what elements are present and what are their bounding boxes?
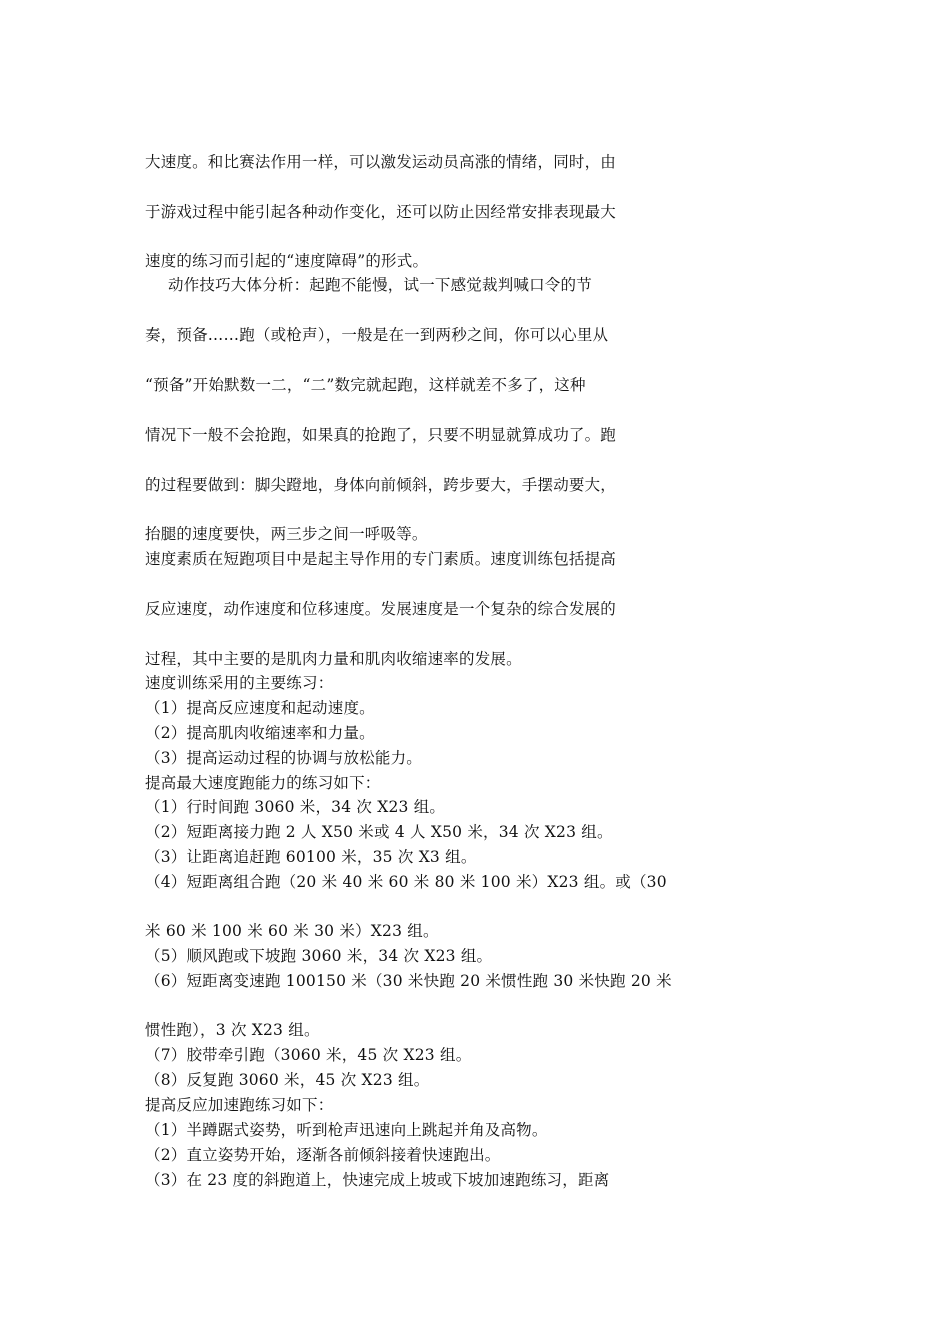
text-line: 奏，预备……跑（或枪声），一般是在一到两秒之间，你可以心里从	[145, 326, 609, 344]
text-line: （1）提高反应速度和起动速度。	[145, 699, 375, 717]
text-line: “预备”开始默数一二，“二”数完就起跑，这样就差不多了，这种	[145, 376, 586, 394]
text-line: 抬腿的速度要快，两三步之间一呼吸等。	[145, 525, 428, 543]
text-line: 速度素质在短跑项目中是起主导作用的专门素质。速度训练包括提高	[145, 550, 617, 568]
text-line: 提高反应加速跑练习如下：	[145, 1096, 334, 1114]
text-line: 于游戏过程中能引起各种动作变化，还可以防止因经常安排表现最大	[145, 203, 617, 221]
text-line: 情况下一般不会抢跑，如果真的抢跑了，只要不明显就算成功了。跑	[145, 426, 617, 444]
text-line: （3）提高运动过程的协调与放松能力。	[145, 749, 422, 767]
text-line: 提高最大速度跑能力的练习如下：	[145, 774, 381, 792]
text-line: 速度训练采用的主要练习：	[145, 674, 334, 692]
text-line: （1）行时间跑 3060 米，34 次 X23 组。	[145, 798, 446, 816]
text-line: 过程，其中主要的是肌肉力量和肌肉收缩速率的发展。	[145, 650, 522, 668]
text-line: 反应速度，动作速度和位移速度。发展速度是一个复杂的综合发展的	[145, 600, 617, 618]
text-line: （5）顺风跑或下坡跑 3060 米，34 次 X23 组。	[145, 947, 493, 965]
text-line: （2）直立姿势开始，逐渐各前倾斜接着快速跑出。	[145, 1146, 501, 1164]
text-line: （2）短距离接力跑 2 人 X50 米或 4 人 X50 米，34 次 X23 组。	[145, 823, 613, 841]
text-line: （6）短距离变速跑 100150 米（30 米快跑 20 米惯性跑 30 米快跑 20 米	[145, 972, 672, 990]
text-line: （1）半蹲踞式姿势，听到枪声迅速向上跳起并角及高物。	[145, 1121, 548, 1139]
text-line: （4）短距离组合跑（20 米 40 米 60 米 80 米 100 米）X23 组。或（30	[145, 873, 667, 891]
text-line: 米 60 米 100 米 60 米 30 米）X23 组。	[145, 922, 439, 940]
text-line: 大速度。和比赛法作用一样，可以激发运动员高涨的情绪，同时，由	[145, 153, 617, 171]
text-line: （3）让距离追赶跑 60100 米，35 次 X3 组。	[145, 848, 477, 866]
text-line: （2）提高肌肉收缩速率和力量。	[145, 724, 375, 742]
text-line: （3）在 23 度的斜跑道上，快速完成上坡或下坡加速跑练习，距离	[145, 1171, 610, 1189]
text-line: （8）反复跑 3060 米，45 次 X23 组。	[145, 1071, 430, 1089]
text-line: 的过程要做到：脚尖蹬地，身体向前倾斜，跨步要大，手摆动要大，	[145, 476, 617, 494]
text-line: 动作技巧大体分析：起跑不能慢，试一下感觉裁判喊口令的节	[168, 276, 592, 294]
text-line: 惯性跑），3 次 X23 组。	[145, 1021, 320, 1039]
text-line: （7）胶带牵引跑（3060 米，45 次 X23 组。	[145, 1046, 472, 1064]
text-line: 速度的练习而引起的“速度障碍”的形式。	[145, 252, 429, 270]
